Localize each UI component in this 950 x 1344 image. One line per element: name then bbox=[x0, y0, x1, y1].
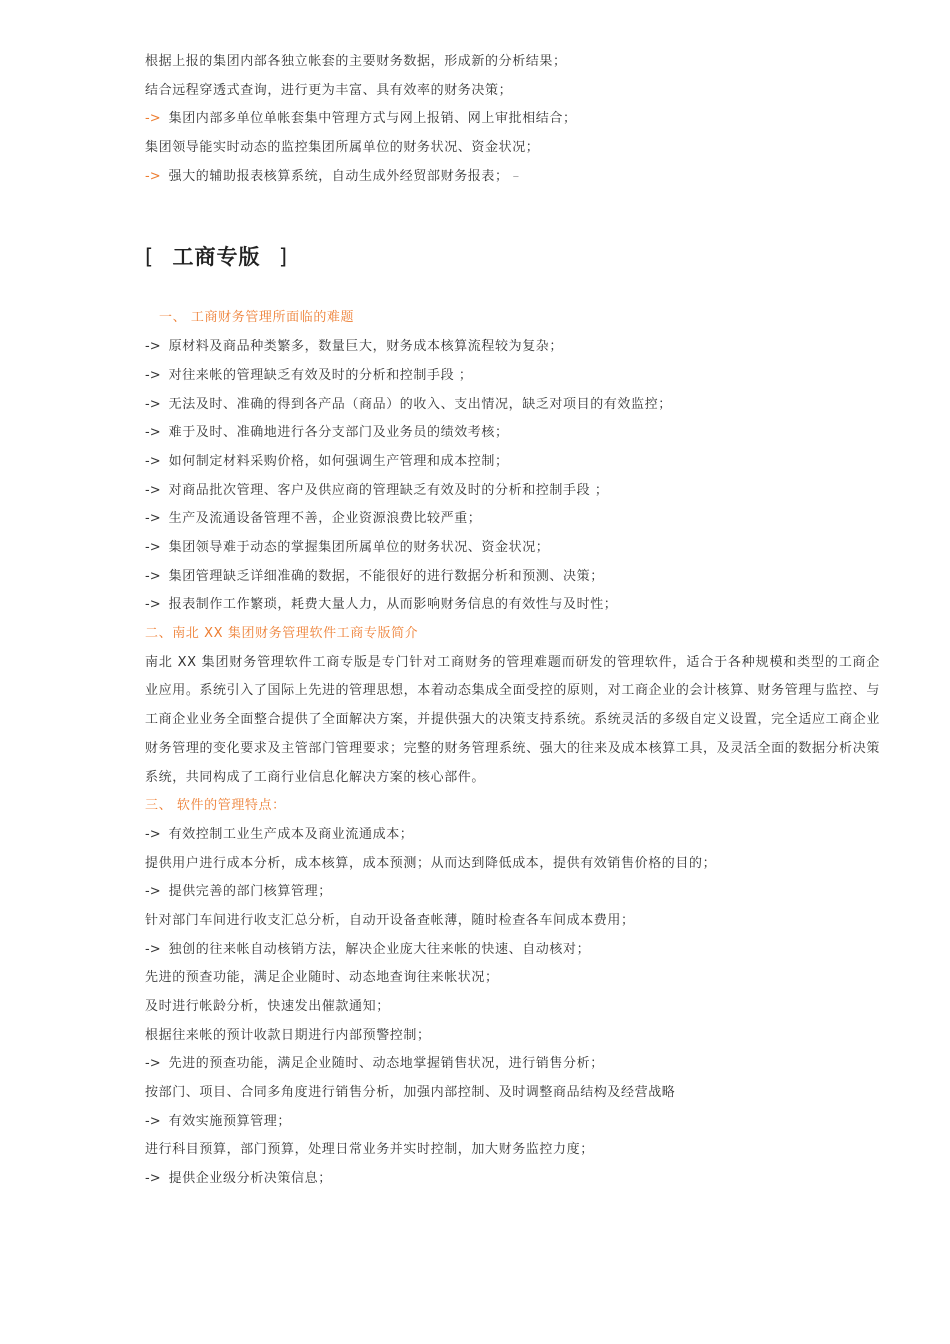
bullet-line: -> 提供企业级分析决策信息； bbox=[145, 1171, 332, 1187]
list-item: -> 生产及流通设备管理不善，企业资源浪费比较严重； bbox=[145, 511, 482, 527]
bullet-line: -> 有效实施预算管理； bbox=[145, 1113, 291, 1129]
part2-section bbox=[145, 620, 880, 792]
bullet-line: -> 独创的往来帐自动核销方法，解决企业庞大往来帐的快速、自动核对； bbox=[145, 941, 591, 957]
arrow-icon: -> bbox=[145, 1056, 161, 1072]
part1-section bbox=[145, 304, 880, 620]
arrow-icon: -> bbox=[145, 482, 161, 498]
arrow-icon: -> bbox=[145, 425, 161, 441]
document-page bbox=[145, 48, 880, 1194]
part1-heading: 一、 工商财务管理所面临的难题 bbox=[159, 310, 355, 326]
arrow-icon: -> bbox=[145, 111, 161, 127]
arrow-icon: -> bbox=[145, 1113, 161, 1129]
list-item: -> 对往来帐的管理缺乏有效及时的分析和控制手段 ； bbox=[145, 367, 473, 383]
list-item: -> 难于及时、准确地进行各分支部门及业务员的绩效考核； bbox=[145, 425, 509, 441]
trailing-mark: – bbox=[512, 168, 520, 184]
arrow-icon: -> bbox=[145, 453, 161, 469]
text-line: 集团领导能实时动态的监控集团所属单位的财务状况、资金状况； bbox=[145, 140, 540, 156]
text-line: 结合远程穿透式查询，进行更为丰富、具有效率的财务决策； bbox=[145, 82, 513, 98]
bullet-line: -> 有效控制工业生产成本及商业流通成本； bbox=[145, 826, 414, 842]
text-line: 先进的预查功能，满足企业随时、动态地查询往来帐状况； bbox=[145, 970, 499, 986]
list-item: -> 原材料及商品种类繁多，数量巨大，财务成本核算流程较为复杂； bbox=[145, 339, 563, 355]
arrow-icon: -> bbox=[145, 1171, 161, 1187]
bullet-line: -> 提供完善的部门核算管理； bbox=[145, 884, 332, 900]
part3-heading: 三、 软件的管理特点： bbox=[145, 798, 286, 814]
arrow-icon: -> bbox=[145, 367, 161, 383]
list-item: -> 集团管理缺乏详细准确的数据，不能很好的进行数据分析和预测、决策； bbox=[145, 568, 604, 584]
list-item: -> 如何制定材料采购价格，如何强调生产管理和成本控制； bbox=[145, 453, 509, 469]
bullet-line: -> 集团内部多单位单帐套集中管理方式与网上报销、网上审批相结合； bbox=[145, 111, 577, 127]
bullet-line: -> 强大的辅助报表核算系统，自动生成外经贸部财务报表； – bbox=[145, 168, 520, 184]
arrow-icon: -> bbox=[145, 168, 161, 184]
arrow-icon: -> bbox=[145, 539, 161, 555]
list-item: -> 无法及时、准确的得到各产品（商品）的收入、支出情况，缺乏对项目的有效监控； bbox=[145, 396, 672, 412]
list-item: -> 集团领导难于动态的掌握集团所属单位的财务状况、资金状况； bbox=[145, 539, 550, 555]
bullet-line: -> 先进的预查功能，满足企业随时、动态地掌握销售状况，进行销售分析； bbox=[145, 1056, 604, 1072]
text-line: 根据往来帐的预计收款日期进行内部预警控制； bbox=[145, 1027, 431, 1043]
top-section bbox=[145, 48, 880, 191]
text-line: 根据上报的集团内部各独立帐套的主要财务数据，形成新的分析结果； bbox=[145, 54, 567, 69]
arrow-icon: -> bbox=[145, 396, 161, 412]
arrow-icon: -> bbox=[145, 597, 161, 613]
arrow-icon: -> bbox=[145, 568, 161, 584]
bracket-right: ] bbox=[278, 245, 289, 270]
part2-paragraph: 南北 XX 集团财务管理软件工商专版是专门针对工商财务的管理难题而研发的管理软件，适合于各种规模和类型的工商企业应用。系统引入了国际上先进的管理思想，本着动态集成全面受控的原则，对工商企业的会计核算、财务管理与监控、与工商企业业务全面整合提供了全面解决方案，并提供强大的决策支持系统。系统灵活的多级自定义设置，完全适应工商企业财务管理的变化要求及主管部门管理要求；完整的财务管理系统、强大的往来及成本核算工具，及灵活全面的数据分析决策系统，共同构成了工商行业信息化解决方案的核心部件。 bbox=[145, 654, 880, 785]
arrow-icon: -> bbox=[145, 339, 161, 355]
text-line: 按部门、项目、合同多角度进行销售分析，加强内部控制、及时调整商品结构及经营战略 bbox=[145, 1085, 676, 1101]
arrow-icon: -> bbox=[145, 884, 161, 900]
section-title-text: 工商专版 bbox=[172, 245, 261, 270]
text-line: 提供用户进行成本分析，成本核算，成本预测；从而达到降低成本，提供有效销售价格的目的； bbox=[145, 855, 717, 871]
list-item: -> 对商品批次管理、客户及供应商的管理缺乏有效及时的分析和控制手段 ； bbox=[145, 482, 609, 498]
part2-heading: 二、南北 XX 集团财务管理软件工商专版简介 bbox=[145, 626, 419, 641]
part3-section bbox=[145, 792, 880, 1194]
bracket-left: [ bbox=[145, 245, 155, 270]
section-title bbox=[145, 238, 880, 276]
list-item: -> 报表制作工作繁琐，耗费大量人力，从而影响财务信息的有效性与及时性； bbox=[145, 597, 618, 613]
text-line: 进行科目预算，部门预算，处理日常业务并实时控制，加大财务监控力度； bbox=[145, 1142, 594, 1158]
arrow-icon: -> bbox=[145, 826, 161, 842]
arrow-icon: -> bbox=[145, 511, 161, 527]
arrow-icon: -> bbox=[145, 941, 161, 957]
text-line: 针对部门车间进行收支汇总分析，自动开设备查帐薄，随时检查各车间成本费用； bbox=[145, 912, 635, 928]
text-line: 及时进行帐龄分析，快速发出催款通知； bbox=[145, 999, 390, 1015]
